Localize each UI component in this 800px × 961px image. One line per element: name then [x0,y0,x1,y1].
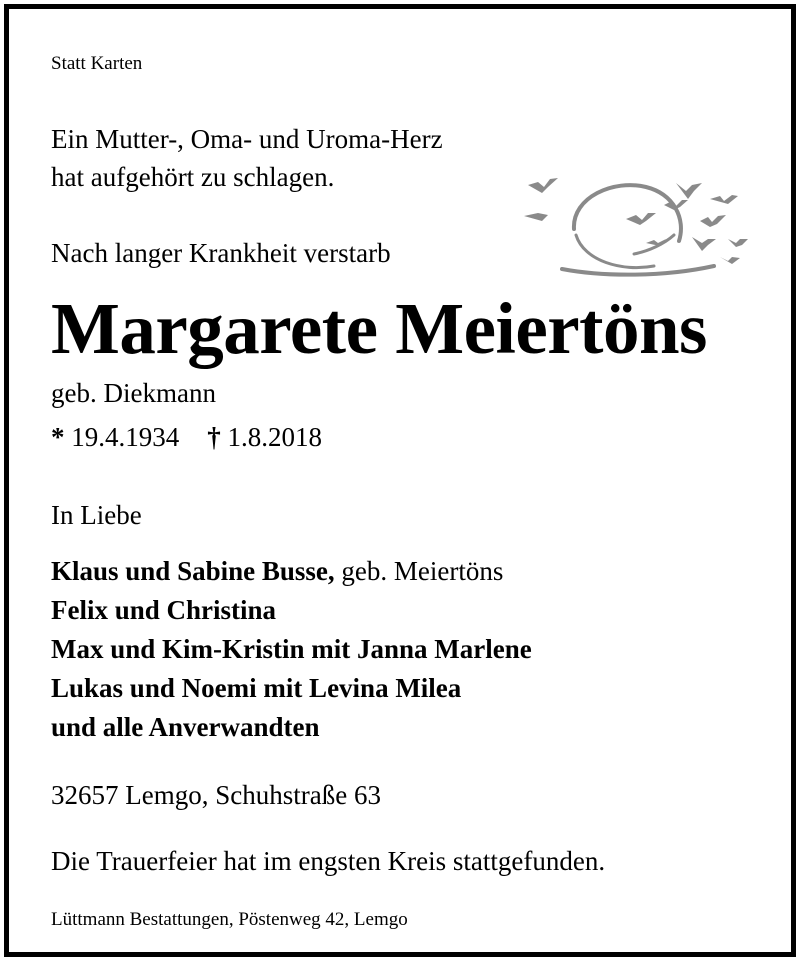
ceremony-note: Die Trauerfeier hat im engsten Kreis stattgefunden. [51,846,606,876]
intro-line-1: Ein Mutter-, Oma- und Uroma-Herz [51,124,443,154]
family-line-3: Max und Kim-Kristin mit Janna Marlene [51,634,532,664]
intro-line-2: hat aufgehört zu schlagen. [51,162,335,192]
family-line-1 [51,553,503,589]
funeral-home-footer: Lüttmann Bestattungen, Pöstenweg 42, Lemgo [51,909,408,930]
in-liebe-label: In Liebe [51,500,142,530]
family-line-2: Felix und Christina [51,595,277,625]
intro-line-3: Nach langer Krankheit verstarb [51,238,391,268]
birth-date: 19.4.1934 [71,422,180,452]
family-line-1-rest: geb. Meiertöns [334,556,504,586]
life-dates [51,419,322,455]
death-date: 1.8.2018 [227,422,322,452]
death-symbol: † [207,422,221,452]
sun-with-birds-icon [514,169,754,284]
obituary-card [4,4,796,957]
family-line-1-bold: Klaus und Sabine Busse, [51,556,335,586]
family-line-5: und alle Anverwandten [51,712,320,742]
birth-symbol: * [51,422,65,452]
family-line-4: Lukas und Noemi mit Levina Milea [51,673,462,703]
maiden-name: geb. Diekmann [51,378,216,408]
deceased-name: Margarete Meiertöns [51,288,707,369]
address: 32657 Lemgo, Schuhstraße 63 [51,780,381,810]
statt-karten-label: Statt Karten [51,53,143,74]
